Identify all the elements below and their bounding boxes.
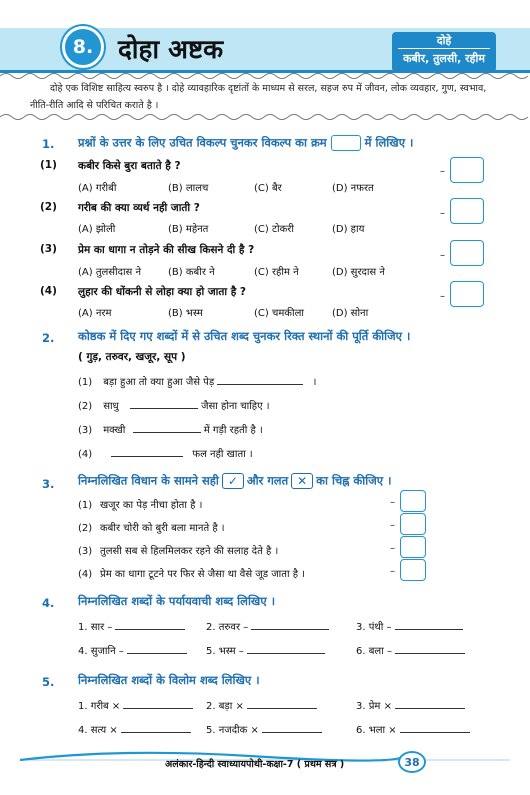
fill-blank-row: [78, 398, 270, 412]
statement-text: खजूर का पेड़ नीचा होता है ।: [100, 500, 203, 511]
checkmark-icon: ✓: [222, 473, 244, 489]
cross-icon: ✕: [291, 473, 313, 489]
word-label: 6. बला –: [356, 646, 392, 657]
statement-row: [78, 543, 278, 557]
answer-box[interactable]: [400, 559, 426, 581]
option[interactable]: (A) तुलसीदास ने: [78, 267, 142, 278]
blank-line[interactable]: [217, 377, 303, 385]
blank-line[interactable]: [127, 646, 187, 654]
fill-blank-row: [78, 374, 316, 388]
answer-box[interactable]: [450, 281, 484, 307]
section-heading: [78, 473, 391, 489]
item-number: (2): [78, 523, 93, 534]
word-label: 1. गरीब ×: [78, 701, 121, 712]
inline-answer-box: [331, 135, 361, 151]
heading-text-b: और गलत: [246, 473, 289, 488]
option[interactable]: (C) बैर: [254, 183, 282, 194]
answer-box[interactable]: [450, 240, 484, 266]
blank-line[interactable]: [247, 646, 325, 654]
word-label: 5. भस्म –: [206, 646, 244, 657]
item-text-before: मक्खी: [103, 425, 126, 436]
question-number: (2): [40, 201, 57, 213]
blank-line[interactable]: [111, 449, 183, 457]
heading-text-a: प्रश्नों के उत्तर के लिए उचित विकल्प चुनकर विकल्प का क्रम: [78, 135, 327, 150]
section-number: 2.: [42, 331, 55, 345]
section-heading: निम्नलिखित शब्दों के विलोम शब्द लिखिए ।: [78, 673, 260, 687]
item-number: (4): [78, 569, 93, 580]
question-number: (4): [40, 285, 57, 297]
option[interactable]: (B) भस्म: [168, 308, 203, 319]
word-label: 2. बड़ा ×: [206, 701, 244, 712]
answer-box[interactable]: [450, 198, 484, 224]
word-label: 4. सत्य ×: [78, 725, 118, 736]
fill-blank-row: [78, 446, 253, 460]
word-bank: ( गुड़, तरुवर, खजूर, सूप ): [78, 351, 186, 363]
heading-text-a: निम्नलिखित विधान के सामने सही: [78, 473, 219, 488]
item-text-after: ।: [312, 377, 317, 388]
section-number: 5.: [42, 675, 55, 689]
item-number: (3): [78, 546, 93, 557]
section-heading: [78, 135, 413, 151]
item-number: (1): [78, 500, 93, 511]
option[interactable]: (C) रहीम ने: [254, 267, 299, 278]
answer-dash: –: [440, 166, 445, 177]
blank-line[interactable]: [247, 701, 317, 709]
answer-box[interactable]: [450, 157, 484, 183]
heading-text-c: का चिह्न कीजिए ।: [316, 473, 392, 488]
word-item: [78, 643, 187, 657]
genre-box: [392, 32, 496, 72]
section-number: 3.: [42, 477, 55, 491]
section-heading: कोष्ठक में दिए गए शब्दों में से उचित शब्द चुनकर रिक्त स्थानों की पूर्ति कीजिए ।: [78, 329, 411, 343]
answer-dash: –: [440, 208, 445, 219]
statement-text: तुलसी सब से हिलमिलकर रहने की सलाह देते है ।: [100, 546, 279, 557]
option[interactable]: (B) कबीर ने: [168, 267, 215, 278]
statement-text: प्रेम का धागा टूटने पर फिर से जैसा था वैसे जूड जाता है ।: [100, 569, 306, 580]
word-label: 2. तरुवर –: [206, 622, 249, 633]
heading-text-b: में लिखिए ।: [364, 135, 414, 150]
blank-line[interactable]: [395, 701, 465, 709]
word-item: [206, 698, 317, 712]
lesson-number-badge: 8.: [62, 26, 104, 68]
section-heading: निम्नलिखित शब्दों के पर्यायवाची शब्द लिखिए ।: [78, 594, 276, 608]
item-text-after: फल नही खाता ।: [192, 449, 253, 460]
blank-line[interactable]: [395, 622, 463, 630]
item-text-before: साधु: [103, 401, 119, 412]
item-text-after: जैसा होना चाहिए ।: [201, 401, 270, 412]
word-item: [78, 722, 191, 736]
statement-row: [78, 566, 305, 580]
option[interactable]: (D) सोना: [332, 308, 369, 319]
option[interactable]: (D) नफरत: [332, 183, 374, 194]
word-label: 6. भला ×: [356, 725, 397, 736]
blank-line[interactable]: [123, 701, 193, 709]
question-text: कबीर किसे बुरा बताते है ?: [78, 160, 181, 172]
blank-line[interactable]: [251, 622, 329, 630]
question-number: (3): [40, 243, 57, 255]
question-text: गरीब की क्या व्यर्थ नही जाती ?: [78, 202, 200, 214]
word-item: [356, 619, 463, 633]
answer-box[interactable]: [400, 536, 426, 558]
word-item: [356, 698, 465, 712]
word-label: 3. पंथी –: [356, 622, 392, 633]
option[interactable]: (A) गरीबी: [78, 183, 117, 194]
answer-dash: –: [440, 250, 445, 261]
authors-label: कबीर, तुलसी, रहीम: [403, 52, 485, 65]
blank-line[interactable]: [121, 725, 191, 733]
item-text-before: बड़ा हुआ तो क्या हुआ जैसे पेड़: [103, 377, 215, 388]
item-number: (1): [78, 377, 93, 388]
statement-text: कबीर चोरी को बुरी बला मानते है ।: [100, 523, 225, 534]
lesson-title: दोहा अष्टक: [118, 35, 224, 65]
word-label: 1. सार –: [78, 622, 113, 633]
answer-dash: –: [390, 520, 395, 531]
item-number: (4): [78, 449, 93, 460]
option[interactable]: (A) झोली: [78, 224, 116, 235]
option[interactable]: (C) टोकरी: [254, 224, 294, 235]
wave-divider-bottom: [0, 112, 530, 122]
option[interactable]: (B) महेनत: [168, 224, 209, 235]
page-number: 38: [398, 751, 426, 773]
word-item: [206, 722, 322, 736]
word-item: [206, 643, 325, 657]
question-text: लुहार की धोंकनी से लोहा क्या हो जाता है ?: [78, 286, 247, 298]
word-item: [78, 619, 185, 633]
option[interactable]: (C) चमकीला: [254, 308, 304, 319]
answer-dash: –: [390, 543, 395, 554]
answer-dash: –: [390, 566, 395, 577]
word-item: [78, 698, 193, 712]
word-item: [356, 643, 465, 657]
blank-line[interactable]: [400, 725, 470, 733]
answer-box[interactable]: [400, 490, 426, 512]
fill-blank-row: [78, 422, 263, 436]
item-text-after: में गड़ी रहती है ।: [203, 425, 263, 436]
intro-paragraph: दोहे एक विशिष्ट साहित्य स्वरुप है । दोहे व्यावहारिक दृष्टांतों के माध्यम से सरल, सहज रुप में जीवन, लोक व्यवहार, गुण, स्वभाव, नीति-रीति आदि से परिचित कराते है ।: [30, 83, 487, 111]
answer-dash: –: [390, 497, 395, 508]
footer-book-title: अलंकार-हिन्दी स्वाध्यायपोथी-कक्षा-7 ( प्रथम सत्र ): [165, 759, 345, 770]
section-number: 4.: [42, 596, 55, 610]
answer-box[interactable]: [400, 513, 426, 535]
word-item: [356, 722, 470, 736]
item-number: (2): [78, 401, 93, 412]
statement-row: [78, 497, 202, 511]
word-label: 5. नजदीक ×: [206, 725, 259, 736]
item-number: (3): [78, 425, 93, 436]
word-label: 4. सुजानि –: [78, 646, 124, 657]
blank-line[interactable]: [395, 646, 465, 654]
section-number: 1.: [42, 137, 55, 151]
genre-label: दोहे: [398, 34, 490, 49]
option[interactable]: (B) लालच: [168, 183, 209, 194]
question-text: प्रेम का धागा न तोड़ने की सीख किसने दी है ?: [78, 244, 255, 256]
answer-dash: –: [440, 291, 445, 302]
blank-line[interactable]: [133, 425, 201, 433]
blank-line[interactable]: [130, 401, 198, 409]
statement-row: [78, 520, 225, 534]
option[interactable]: (D) सुरदास ने: [332, 267, 385, 278]
option[interactable]: (A) नरम: [78, 308, 112, 319]
blank-line[interactable]: [115, 622, 185, 630]
word-label: 3. प्रेम ×: [356, 701, 392, 712]
question-number: (1): [40, 159, 57, 171]
option[interactable]: (D) हाय: [332, 224, 365, 235]
blank-line[interactable]: [262, 725, 322, 733]
word-item: [206, 619, 329, 633]
